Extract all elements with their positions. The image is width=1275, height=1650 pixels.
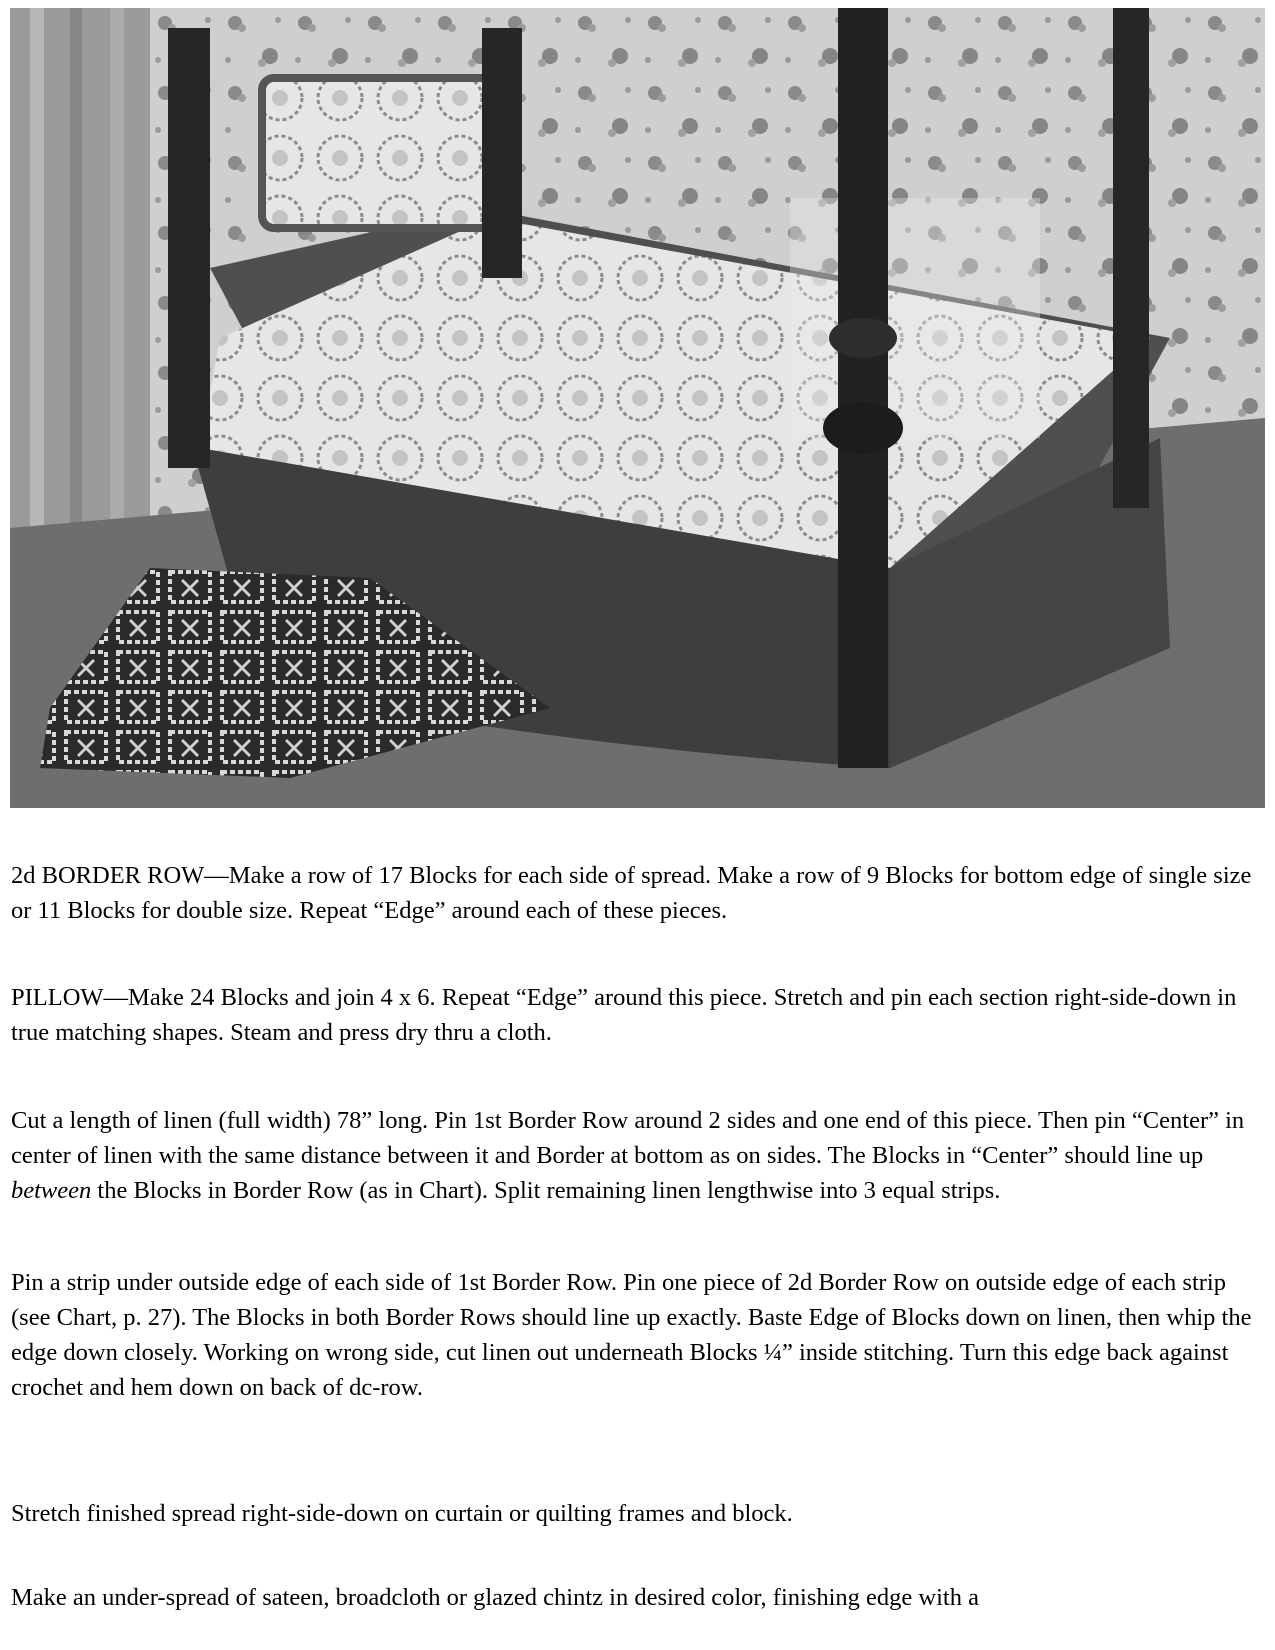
under-spread-paragraph: Make an under-spread of sateen, broadcloth or glazed chintz in desired color, finishing edge with a bbox=[11, 1584, 979, 1611]
cut-linen-text-a: Cut a length of linen (full width) 78” long. Pin 1st Border Row around 2 sides and one end of this piece. Then pin “Center” in center of linen with the same distance between it and Border at bottom as on sides. The Blocks in “Center” should line up bbox=[11, 1107, 1245, 1169]
pin-strip-paragraph: Pin a strip under outside edge of each side of 1st Border Row. Pin one piece of 2d Border Row on outside edge of each strip (see Chart, p. 27). The Blocks in both Border Rows should line up exactly. Baste Edge of Blocks down on linen, then whip the edge down closely. Working on wrong side, cut linen out underneath Blocks ¼” inside stitching. Turn this edge back against crochet and hem down on back of dc-row. bbox=[11, 1269, 1252, 1401]
stretch-paragraph: Stretch finished spread right-side-down on curtain or quilting frames and block. bbox=[11, 1500, 793, 1527]
bedroom-photo-illustration bbox=[10, 8, 1265, 808]
pillow-paragraph: PILLOW—Make 24 Blocks and join 4 x 6. Repeat “Edge” around this piece. Stretch and pin each section right-side-down in true matching shapes. Steam and press dry thru a cloth. bbox=[11, 984, 1237, 1046]
cut-linen-paragraph bbox=[11, 1103, 1265, 1208]
cut-linen-text-b: the Blocks in Border Row (as in Chart). Split remaining linen lengthwise into 3 equal strips. bbox=[91, 1177, 1001, 1204]
bedspread-photo bbox=[10, 8, 1265, 808]
second-border-row-paragraph: 2d BORDER ROW—Make a row of 17 Blocks for each side of spread. Make a row of 9 Blocks for bottom edge of single size or 11 Blocks for double size. Repeat “Edge” around each of these pieces. bbox=[11, 862, 1252, 924]
cut-linen-emphasis: between bbox=[11, 1177, 92, 1204]
